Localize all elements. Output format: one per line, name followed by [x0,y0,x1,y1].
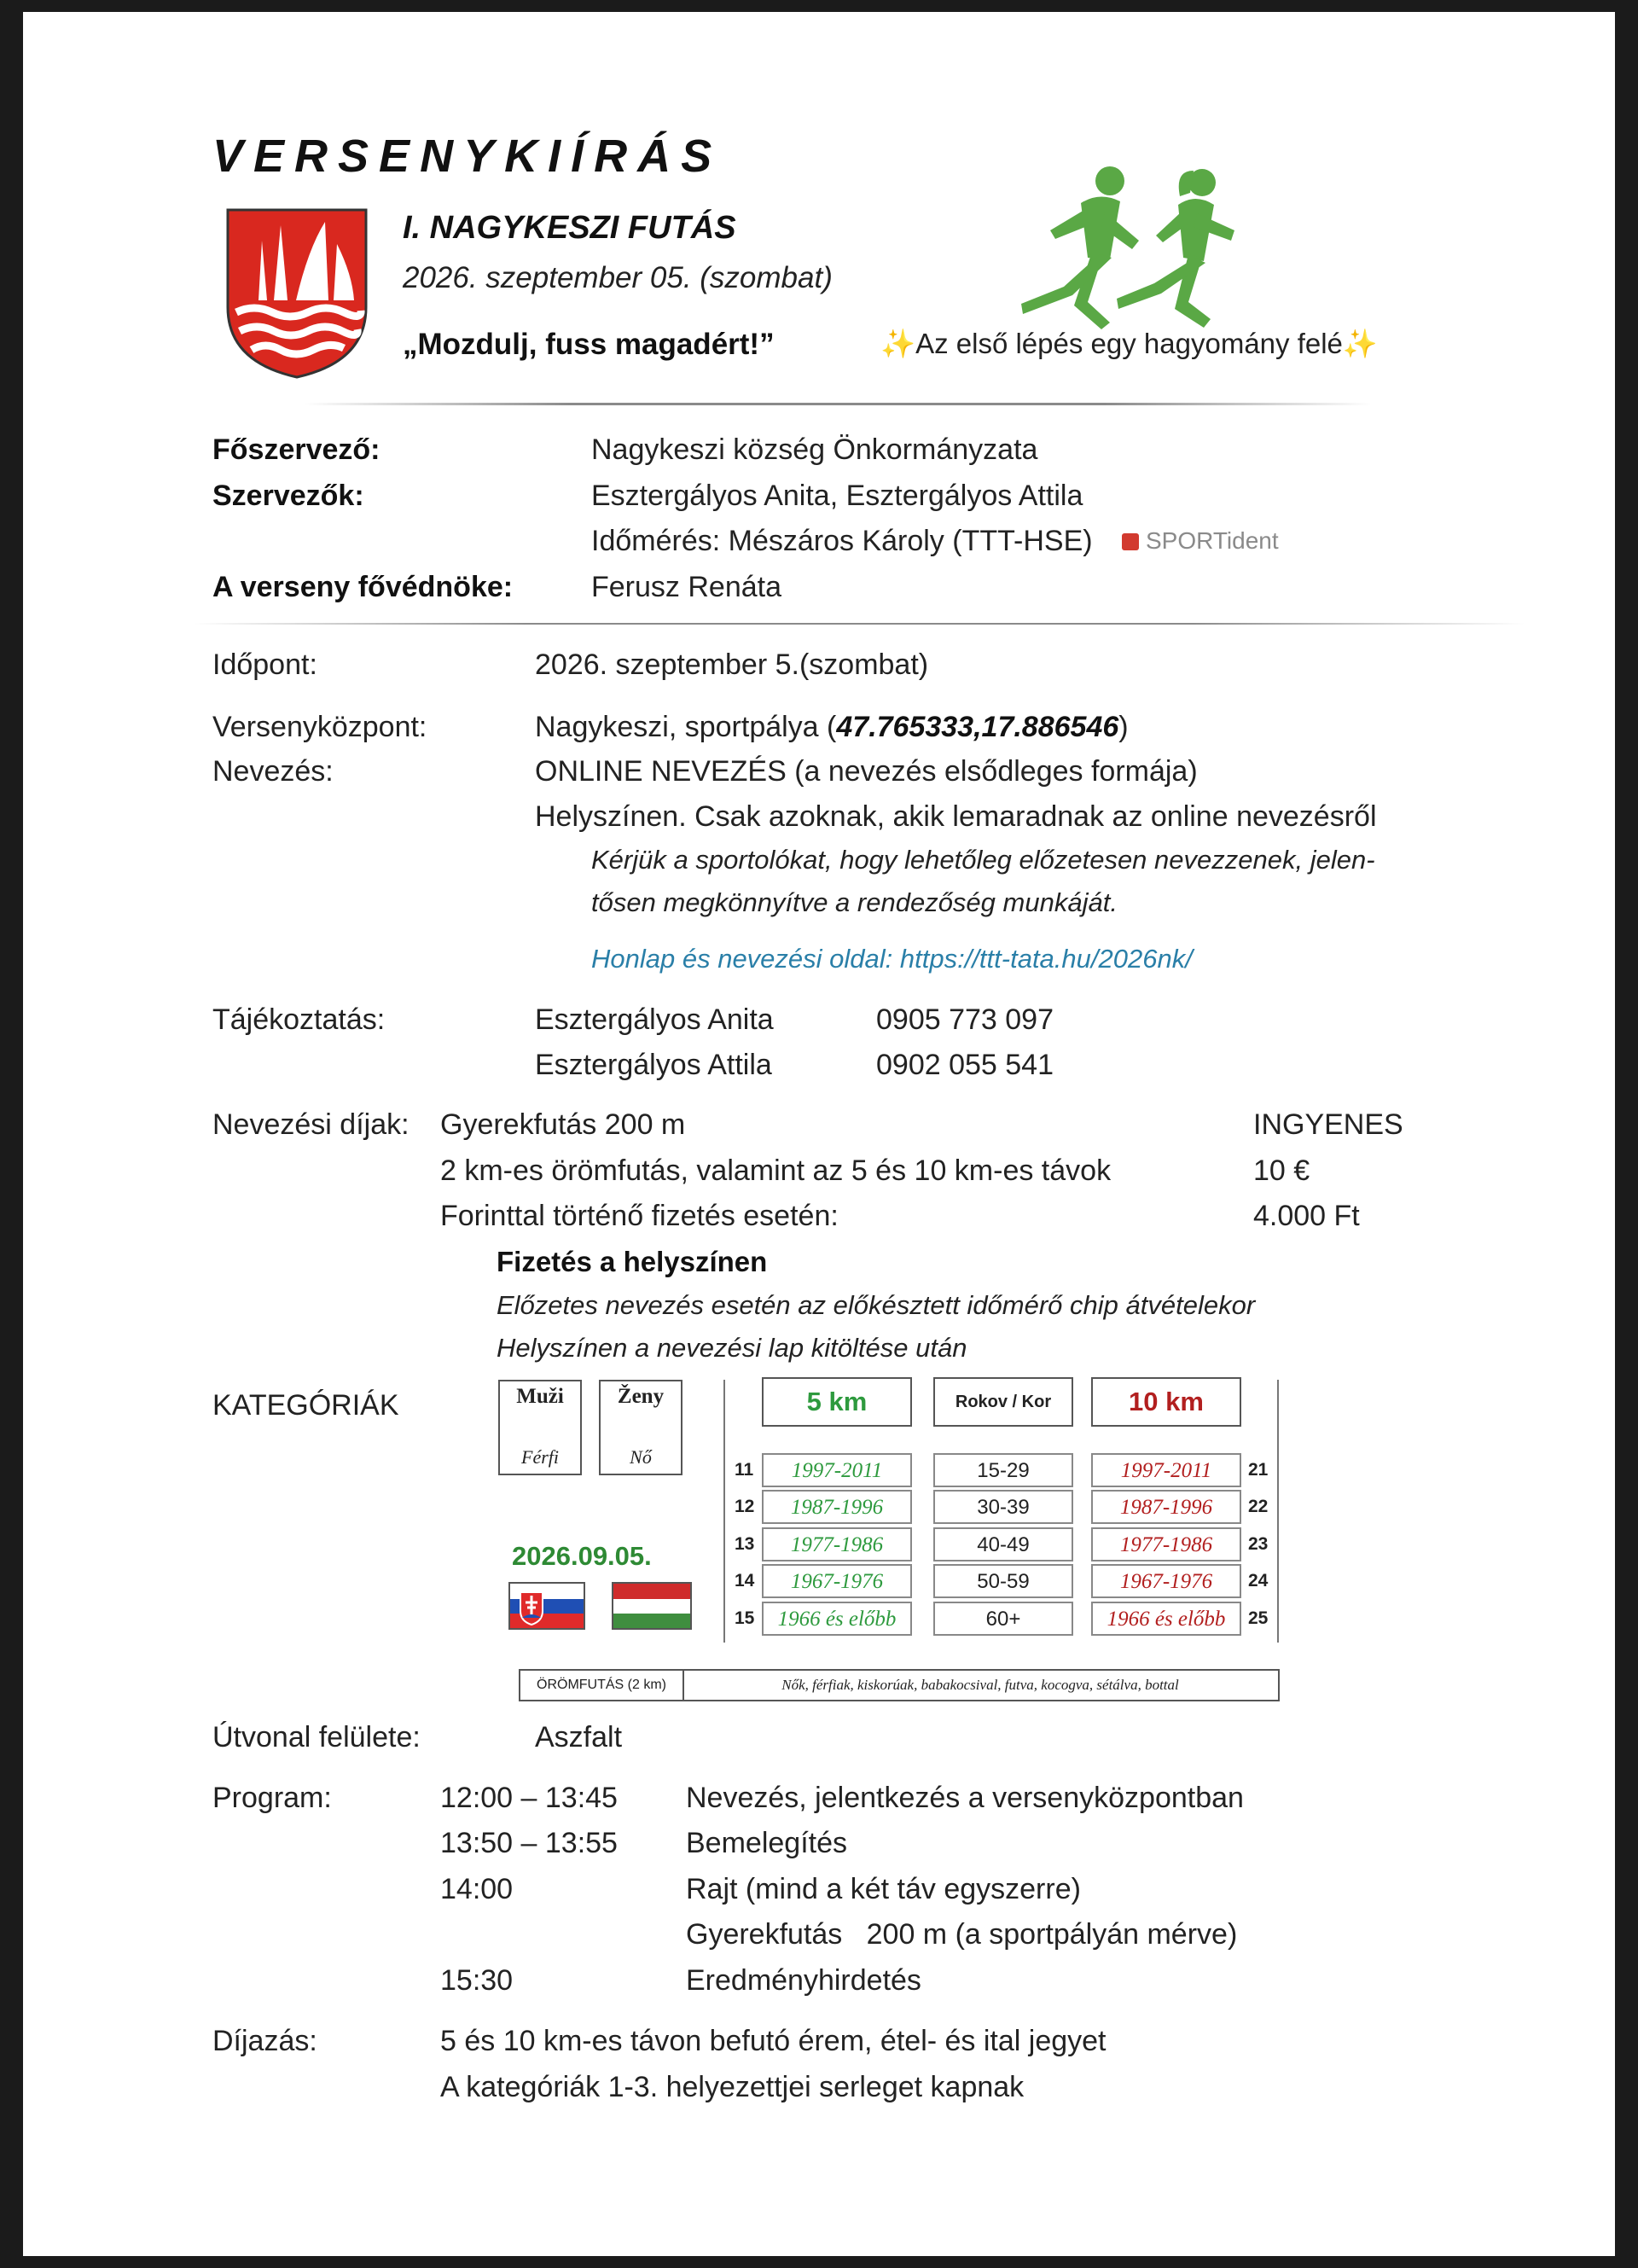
center-label: Versenyközpont: [212,711,427,743]
category-number-10km: 22 [1248,1497,1269,1516]
program-time: 13:50 – 13:55 [440,1827,618,1859]
female-label-hu: Nő [630,1446,652,1468]
category-number-5km: 11 [735,1460,754,1480]
category-age-range: 60+ [933,1602,1073,1636]
awards-line: 5 és 10 km-es távon befutó érem, étel- és ital jegyet [440,2025,1107,2057]
event-tagline [880,328,1378,361]
category-years-5km: 1966 és előbb [762,1602,912,1636]
divider [194,623,1525,625]
table-divider [723,1380,725,1643]
slovak-flag-icon [508,1582,585,1630]
category-number-5km: 13 [735,1534,755,1554]
fun-run-description: Nők, férfiak, kiskorúak, babakocsival, futva, kocogva, sétálva, bottal [781,1677,1179,1693]
contact-name: Esztergályos Anita [535,1003,774,1036]
category-date: 2026.09.05. [512,1541,652,1571]
category-years-10km: 1987-1996 [1091,1490,1241,1524]
category-years-10km: 1967-1976 [1091,1564,1241,1598]
route-label: Útvonal felülete: [212,1721,421,1753]
contact-phone: 0905 773 097 [876,1003,1054,1036]
center-place: Nagykeszi, sportpálya ( [535,711,837,743]
timing-value: Időmérés: Mészáros Károly (TTT-HSE) [591,525,1093,557]
tagline-text: Az első lépés egy hagyomány felé [915,328,1343,359]
awards-label: Díjazás: [212,2025,317,2057]
entry-online: ONLINE NEVEZÉS (a nevezés elsődleges formája) [535,755,1198,788]
category-number-5km: 12 [735,1497,755,1516]
entry-note-2: tősen megkönnyítve a rendezőség munkáját. [591,887,1118,917]
hungarian-flag-icon [612,1582,692,1630]
category-years-5km: 1997-2011 [762,1453,912,1487]
male-category-box [498,1380,582,1475]
center-value [535,711,1129,744]
sparkle-icon: ✨ [1342,328,1378,359]
category-years-5km: 1987-1996 [762,1490,912,1524]
category-number-5km: 15 [735,1608,755,1628]
event-date: 2026. szeptember 05. (szombat) [403,261,833,294]
center-close: ) [1118,711,1129,743]
program-time: 15:30 [440,1964,514,1997]
document-page [23,12,1615,2256]
onsite-payment-title: Fizetés a helyszínen [497,1246,768,1277]
organizers-label: Szervezők: [212,480,364,512]
category-age-range: 50-59 [933,1564,1073,1598]
fees-label: Nevezési díjak: [212,1108,410,1141]
contact-phone: 0902 055 541 [876,1049,1054,1081]
category-number-5km: 14 [735,1571,755,1591]
sportident-icon [1122,533,1139,550]
category-years-5km: 1967-1976 [762,1564,912,1598]
category-number-10km: 25 [1248,1608,1269,1628]
entry-label: Nevezés: [212,755,334,788]
divider [305,403,1371,405]
category-age-range: 30-39 [933,1490,1073,1524]
program-description: Nevezés, jelentkezés a versenyközpontban [686,1782,1244,1814]
date-label: Időpont: [212,648,317,681]
header-10km: 10 km [1091,1377,1241,1427]
center-coordinates: 47.765333,17.886546 [836,711,1119,743]
category-years-10km: 1977-1986 [1091,1527,1241,1561]
category-number-10km: 21 [1248,1460,1269,1480]
patron-value: Ferusz Renáta [591,571,781,603]
onsite-note-2: Helyszínen a nevezési lap kitöltése után [497,1333,967,1363]
date-value: 2026. szeptember 5.(szombat) [535,648,929,681]
program-description: Rajt (mind a két táv egyszerre) [686,1873,1081,1905]
fee-description: Forinttal történő fizetés esetén: [440,1200,839,1232]
program-description: Eredményhirdetés [686,1964,921,1997]
fun-run-label: ÖRÖMFUTÁS (2 km) [520,1671,684,1700]
organizers-value: Esztergályos Anita, Esztergályos Attila [591,480,1083,512]
header-5km: 5 km [762,1377,912,1427]
contact-name: Esztergályos Attila [535,1049,772,1081]
sportident-logo [1122,527,1279,555]
fee-price: 10 € [1253,1154,1310,1187]
onsite-note-1: Előzetes nevezés esetén az előkésztett időmérő chip átvételekor [497,1290,1256,1320]
sportident-text: SPORTident [1146,527,1279,554]
program-description: Bemelegítés [686,1827,847,1859]
fee-price: INGYENES [1253,1108,1403,1141]
entry-note-1: Kérjük a sportolókat, hogy lehetőleg előzetesen nevezzenek, jelen- [591,845,1375,875]
male-label-sk: Muži [516,1385,564,1408]
program-label: Program: [212,1782,332,1814]
fee-description: Gyerekfutás 200 m [440,1108,686,1141]
event-name: I. NAGYKESZI FUTÁS [403,210,736,246]
table-divider [1277,1380,1279,1643]
main-organizer-value: Nagykeszi község Önkormányzata [591,433,1038,466]
female-label-sk: Ženy [617,1385,665,1408]
category-years-10km: 1966 és előbb [1091,1602,1241,1636]
male-label-hu: Férfi [521,1446,559,1468]
header-age: Rokov / Kor [933,1377,1073,1427]
female-category-box [599,1380,682,1475]
fee-price: 4.000 Ft [1253,1200,1360,1232]
village-crest-logo [224,206,369,381]
category-age-range: 15-29 [933,1453,1073,1487]
program-description: Gyerekfutás 200 m (a sportpályán mérve) [686,1918,1238,1951]
main-organizer-label: Főszervező: [212,433,380,466]
fee-description: 2 km-es örömfutás, valamint az 5 és 10 km-es távok [440,1154,1112,1187]
program-time: 12:00 – 13:45 [440,1782,618,1814]
info-label: Tájékoztatás: [212,1003,386,1036]
category-number-10km: 23 [1248,1534,1269,1554]
fun-run-row [519,1669,1280,1701]
registration-link[interactable]: Honlap és nevezési oldal: https://ttt-tata.hu/2026nk/ [591,944,1193,974]
sparkle-icon: ✨ [880,328,916,359]
runners-illustration [1021,159,1260,329]
entry-onsite: Helyszínen. Csak azoknak, akik lemaradnak az online nevezésről [535,800,1377,833]
category-number-10km: 24 [1248,1571,1269,1591]
awards-line: A kategóriák 1-3. helyezettjei serleget kapnak [440,2071,1025,2103]
category-years-10km: 1997-2011 [1091,1453,1241,1487]
categories-label: KATEGÓRIÁK [212,1389,399,1422]
patron-label: A verseny fővédnöke: [212,571,514,603]
route-value: Aszfalt [535,1721,623,1753]
event-motto: „Mozdulj, fuss magadért!” [403,328,775,361]
category-years-5km: 1977-1986 [762,1527,912,1561]
program-time: 14:00 [440,1873,514,1905]
document-title: VERSENYKIÍRÁS [212,131,723,182]
category-age-range: 40-49 [933,1527,1073,1561]
